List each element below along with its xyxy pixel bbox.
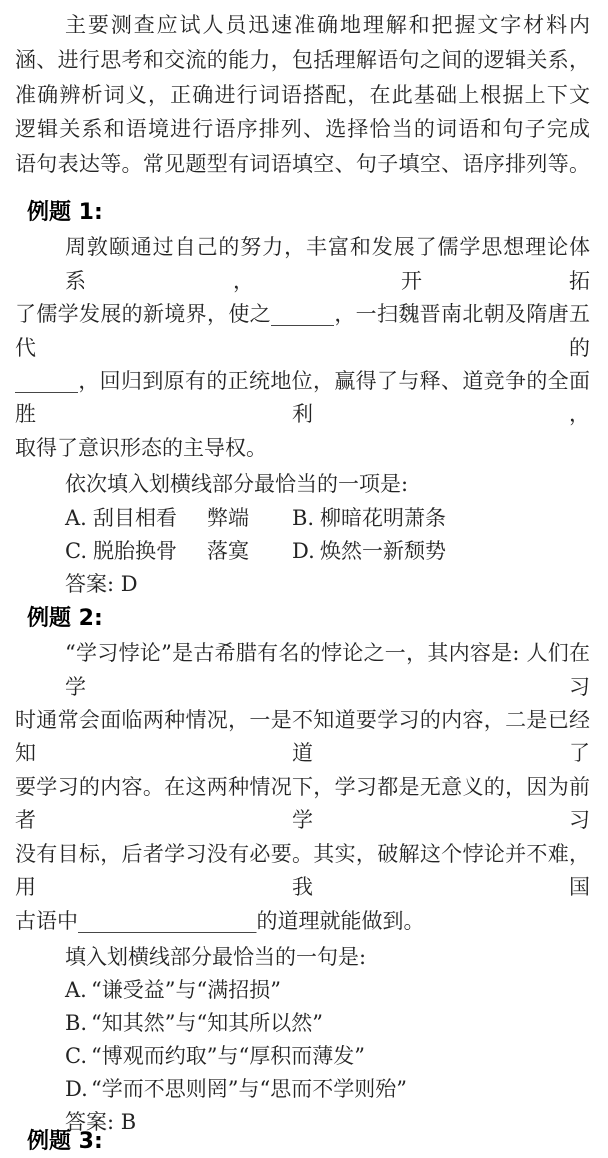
example2-heading: 例题 2:	[27, 605, 103, 631]
example2-options	[15, 974, 590, 1105]
option-a	[65, 502, 292, 535]
example2-body-line: “学习悖论”是古希腊有名的悖论之一，其内容是: 人们在学习	[65, 641, 590, 699]
option-d	[15, 1073, 590, 1106]
option-a	[15, 974, 590, 1007]
example1-options	[15, 502, 590, 569]
option-row	[15, 502, 590, 535]
example3-heading: 例题 3:	[27, 1128, 103, 1154]
option-letter: C.	[65, 539, 87, 564]
option-word2: 颓势	[404, 539, 446, 564]
option-text: “学而不思则罔”与“思而不学则殆”	[91, 1076, 407, 1101]
intro-line: 语句表达等。常见题型有词语填空、句子填空、语序排列等。	[15, 152, 590, 177]
option-letter: A.	[65, 505, 87, 530]
intro-line: 准确辨析词义，正确进行词语搭配，在此基础上根据上下文	[15, 82, 590, 107]
example1-body-line: 了儒学发展的新境界，使之______，一扫魏晋南北朝及隋唐五代的	[15, 302, 590, 360]
option-word1: 柳暗花明	[320, 505, 404, 530]
example2-body-line: 古语中_________________的道理就能做到。	[15, 908, 425, 933]
option-word1: 焕然一新	[320, 539, 404, 564]
option-c	[15, 1040, 590, 1073]
option-letter: A.	[65, 978, 87, 1003]
option-text: “博观而约取”与“厚积而薄发”	[91, 1043, 365, 1068]
option-word2: 弊端	[207, 505, 249, 530]
example1-prompt: 依次填入划横线部分最恰当的一项是:	[65, 472, 409, 497]
option-c	[65, 535, 292, 568]
option-b	[15, 1007, 590, 1040]
option-letter: D.	[65, 1076, 88, 1101]
option-word2: 落寞	[207, 539, 249, 564]
example2-body-line: 没有目标，后者学习没有必要。其实，破解这个悖论并不难，用我国	[15, 841, 590, 900]
example2-body-line: 时通常会面临两种情况，一是不知道要学习的内容，二是已经知道了	[15, 708, 590, 766]
option-d	[292, 535, 446, 568]
option-letter: B.	[292, 505, 315, 530]
intro-line: 涵、进行思考和交流的能力，包括理解语句之间的逻辑关系，	[15, 47, 590, 72]
example1-heading: 例题 1:	[27, 199, 103, 225]
intro-line: 主要测查应试人员迅速准确地理解和把握文字材料内	[65, 13, 590, 37]
example1-body-line: 周敦颐通过自己的努力，丰富和发展了儒学思想理论体系，开拓	[65, 235, 590, 293]
option-b	[292, 502, 446, 535]
option-letter: C.	[65, 1043, 87, 1068]
option-text: “谦受益”与“满招损”	[91, 978, 281, 1003]
option-word1: 刮目相看	[93, 505, 177, 530]
example1-answer: 答案: D	[65, 572, 138, 597]
example2-body-line: 要学习的内容。在这两种情况下，学习都是无意义的，因为前者学习	[15, 774, 590, 833]
option-letter: D.	[292, 539, 315, 564]
option-row	[15, 535, 590, 568]
example2-prompt: 填入划横线部分最恰当的一句是:	[65, 944, 367, 969]
option-letter: B.	[65, 1011, 88, 1036]
example1-body-line: ______，回归到原有的正统地位，赢得了与释、道竞争的全面胜利，	[15, 369, 590, 427]
example1-body-line: 取得了意识形态的主导权。	[15, 435, 267, 460]
option-word2: 萧条	[404, 505, 446, 530]
intro-line: 逻辑关系和语境进行语序排列、选择恰当的词语和句子完成	[15, 117, 590, 142]
example2-answer: 答案: B	[65, 1109, 137, 1134]
option-text: “知其然”与“知其所以然”	[91, 1011, 323, 1036]
option-word1: 脱胎换骨	[93, 539, 177, 564]
